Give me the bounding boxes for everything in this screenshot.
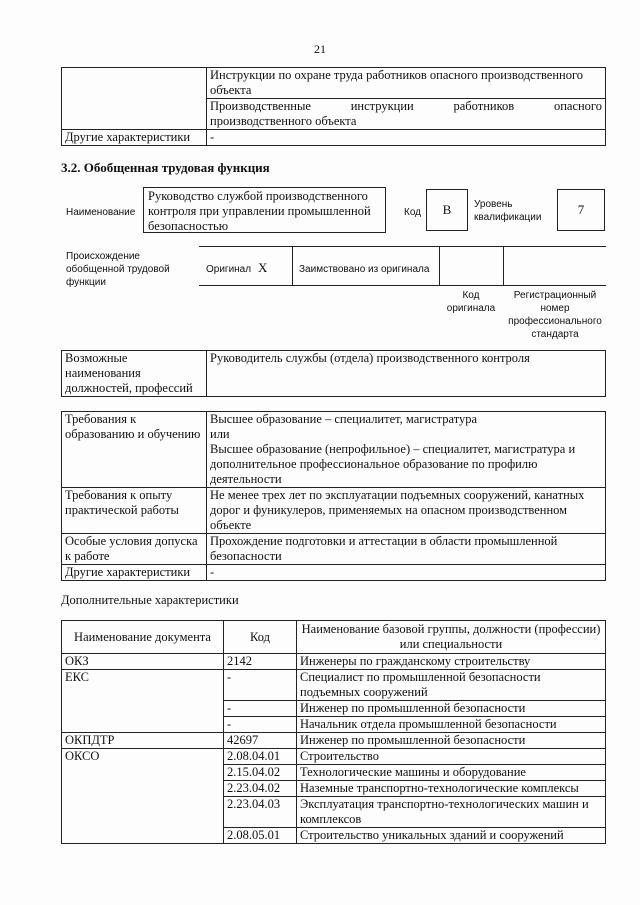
table-row: 2.23.04.03 Эксплуатация транспортно-технологических машин и комплексов — [62, 797, 606, 828]
origin-label: Происхождение обобщенной трудовой функции — [66, 251, 170, 288]
origin-box: Оригинал X Заимствовано из оригинала — [199, 246, 606, 286]
table-row: ОКСО 2.08.04.01 Строительство — [62, 749, 606, 765]
code-caption: Код оригинала — [446, 290, 496, 314]
table-row: 2.15.04.02 Технологические машины и оборудование — [62, 765, 606, 781]
additional-title: Дополнительные характеристики — [61, 593, 239, 607]
table-row: - Начальник отдела промышленной безопасности — [62, 717, 606, 733]
top-row-1: Инструкции по охране труда работников опасного производственного объекта — [207, 68, 606, 99]
level-label: Уровень квалификации — [474, 199, 542, 223]
positions-table — [61, 350, 606, 397]
reg-caption: Регистрационный номер профессионального стандарта — [508, 290, 602, 340]
table-row: 2.23.04.02 Наземные транспортно-технологические комплексы — [62, 781, 606, 797]
section-title: 3.2. Обобщенная трудовая функция — [61, 160, 270, 175]
table-row: 2.08.05.01 Строительство уникальных зданий и сооружений — [62, 828, 606, 844]
other-value: - — [207, 130, 606, 146]
original-mark: X — [258, 260, 268, 275]
additional-header: Наименование документа Код Наименование базовой группы, должности (профессии) или специальности — [62, 621, 606, 654]
table-row: ОКПДТР 42697 Инженер по промышленной безопасности — [62, 733, 606, 749]
requirement-row: Требования к образованию и обучению Высшее образование – специалитет, магистратура или Высшее образование (непрофильное) – специалитет, магистратура и дополнительное профессиональное образование по профилю деятельности — [62, 412, 606, 488]
requirement-row: Требования к опыту практической работы Не менее трех лет по эксплуатации подъемных сооружений, канатных дорог и фуникулеров, применяемых на опасном производственном объекте — [62, 488, 606, 534]
positions-value: Руководитель службы (отдела) производственного контроля — [207, 351, 606, 397]
table-row: - Инженер по промышленной безопасности — [62, 701, 606, 717]
level-value: 7 — [557, 189, 605, 231]
name-label: Наименование — [66, 207, 136, 218]
code-value: B — [426, 189, 468, 231]
table-row: ЕКС - Специалист по промышленной безопасности подъемных сооружений — [62, 670, 606, 701]
top-row-2: Производственные инструкции работников опасного производственного объекта — [207, 99, 606, 130]
additional-table — [61, 620, 606, 844]
page-number: 21 — [314, 42, 326, 56]
other-label: Другие характеристики — [62, 130, 207, 146]
positions-label: Возможные наименования должностей, профессий — [62, 351, 207, 397]
top-table — [61, 67, 606, 146]
function-name: Руководство службой производственного контроля при управлении промышленной безопасностью — [143, 187, 386, 233]
requirement-row: Особые условия допуска к работе Прохождение подготовки и аттестации в области промышленной безопасности — [62, 534, 606, 565]
requirement-row: Другие характеристики - — [62, 565, 606, 581]
code-label: Код — [404, 207, 422, 218]
requirements-table — [61, 411, 606, 581]
table-row: ОКЗ 2142 Инженеры по гражданскому строительству — [62, 654, 606, 670]
